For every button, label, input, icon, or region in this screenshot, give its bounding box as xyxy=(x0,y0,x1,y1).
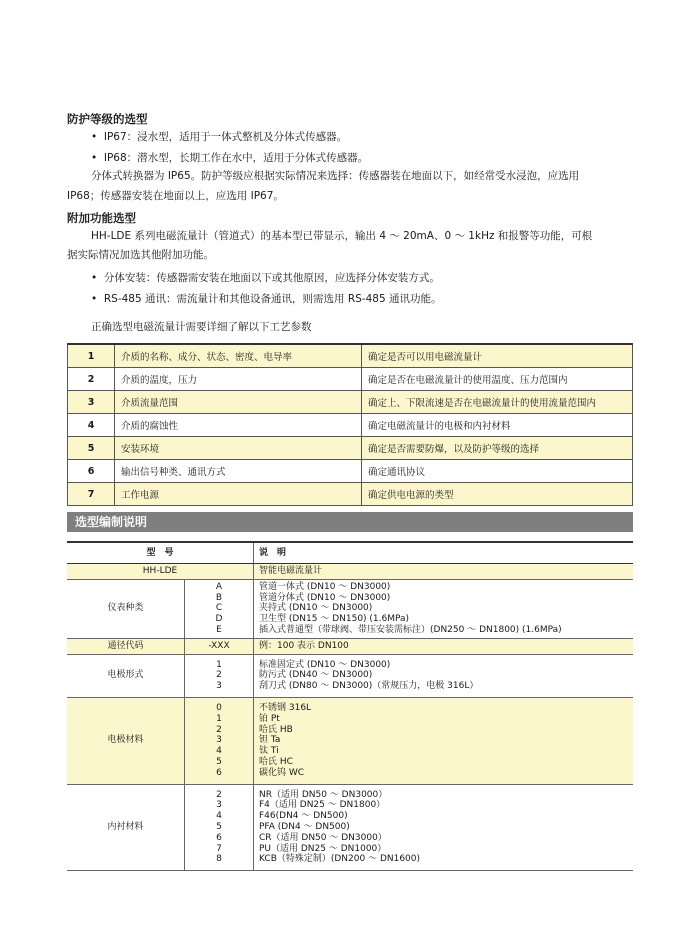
protection-bullet: • IP68：潜水型，长期工作在水中，适用于分体式传感器。 xyxy=(91,152,369,164)
table-row xyxy=(67,638,633,654)
option-descriptions: 标准固定式 (DN10 ～ DN3000) 防污式 (DN40 ～ DN3000) 刮刀式 (DN80 ～ DN3000)（常规压力，电极 316L） xyxy=(254,654,634,697)
table-row: 3 介质流量范围 确定上、下限流速是否在电磁流量计的使用流量范围内 xyxy=(68,391,633,414)
addon-bullet: • RS-485 通讯：需流量计和其他设备通讯，则需选用 RS-485 通讯功能。 xyxy=(91,293,442,305)
table-row xyxy=(67,564,633,580)
column-header-model: 型 号 xyxy=(67,542,254,564)
addon-heading: 附加功能选型 xyxy=(67,211,136,225)
group-name: 电极材料 xyxy=(67,697,185,784)
option-codes: 0 1 2 3 4 5 6 xyxy=(185,697,254,784)
base-model-description: 智能电磁流量计 xyxy=(254,564,634,580)
group-name: 内衬材料 xyxy=(67,784,185,871)
addon-paragraph-line: HH-LDE 系列电磁流量计（管道式）的基本型已带显示，输出 4 ～ 20mA、0 ～ 1kHz 和报警等功能，可根 xyxy=(91,230,593,242)
group-name: 仪表种类 xyxy=(67,579,185,638)
table-row xyxy=(67,654,633,697)
table-header-row xyxy=(67,542,633,564)
group-name: 电极形式 xyxy=(67,654,185,697)
option-descriptions: 例：100 表示 DN100 xyxy=(254,638,634,654)
table-row: 6 输出信号种类、通讯方式 确定通讯协议 xyxy=(68,460,633,483)
option-codes: -XXX xyxy=(185,638,254,654)
column-header-description: 说 明 xyxy=(254,542,634,564)
table-row xyxy=(67,784,633,871)
option-descriptions: 不锈钢 316L 铂 Pt 哈氏 HB 钽 Ta 钛 Ti 哈氏 HC 碳化钨 WC xyxy=(254,697,634,784)
option-descriptions: NR（适用 DN50 ～ DN3000） F4（适用 DN25 ～ DN1800） F46(DN4 ～ DN500) PFA (DN4 ～ DN500) CR（适用 DN50 ～ DN3000） PU（适用 DN25 ～ DN1000） KCB（特殊定制）(DN200 ～ DN1600) xyxy=(254,784,634,871)
params-intro: 正确选型电磁流量计需要详细了解以下工艺参数 xyxy=(91,321,312,333)
process-parameters-table xyxy=(67,343,633,506)
section-title-bar: 选型编制说明 xyxy=(67,512,633,532)
option-codes: 2 3 4 5 6 7 8 xyxy=(185,784,254,871)
option-codes: 1 2 3 xyxy=(185,654,254,697)
table-row xyxy=(67,579,633,638)
protection-paragraph-line: 分体式转换器为 IP65。防护等级应根据实际情况来选择：传感器装在地面以下，如经常受水浸泡，应选用 xyxy=(91,170,580,182)
protection-bullet: • IP67：浸水型，适用于一体式整机及分体式传感器。 xyxy=(91,131,348,143)
protection-heading: 防护等级的选型 xyxy=(67,112,148,126)
base-model: HH-LDE xyxy=(67,564,254,580)
option-codes: A B C D E xyxy=(185,579,254,638)
table-row: 7 工作电源 确定供电电源的类型 xyxy=(68,483,633,506)
selection-code-table xyxy=(67,541,633,871)
group-name: 通径代码 xyxy=(67,638,185,654)
table-row xyxy=(67,697,633,784)
table-row: 1 介质的名称、成分、状态、密度、电导率 确定是否可以用电磁流量计 xyxy=(68,344,633,368)
protection-paragraph-line: IP68；传感器安装在地面以上，应选用 IP67。 xyxy=(67,190,284,202)
table-row: 4 介质的腐蚀性 确定电磁流量计的电极和内衬材料 xyxy=(68,414,633,437)
option-descriptions: 管道一体式 (DN10 ～ DN3000) 管道分体式 (DN10 ～ DN3000) 夹持式 (DN10 ～ DN3000) 卫生型 (DN15 ～ DN150) (1.6MPa) 插入式普通型（带球阀、带压安装需标注）(DN250 ～ DN1800) (1.6MPa) xyxy=(254,579,634,638)
addon-bullet: • 分体安装：传感器需安装在地面以下或其他原因，应选择分体安装方式。 xyxy=(91,272,440,284)
table-row: 5 安装环境 确定是否需要防爆，以及防护等级的选择 xyxy=(68,437,633,460)
table-row: 2 介质的温度，压力 确定是否在电磁流量计的使用温度、压力范围内 xyxy=(68,368,633,391)
addon-paragraph-line: 据实际情况加选其他附加功能。 xyxy=(67,249,214,261)
